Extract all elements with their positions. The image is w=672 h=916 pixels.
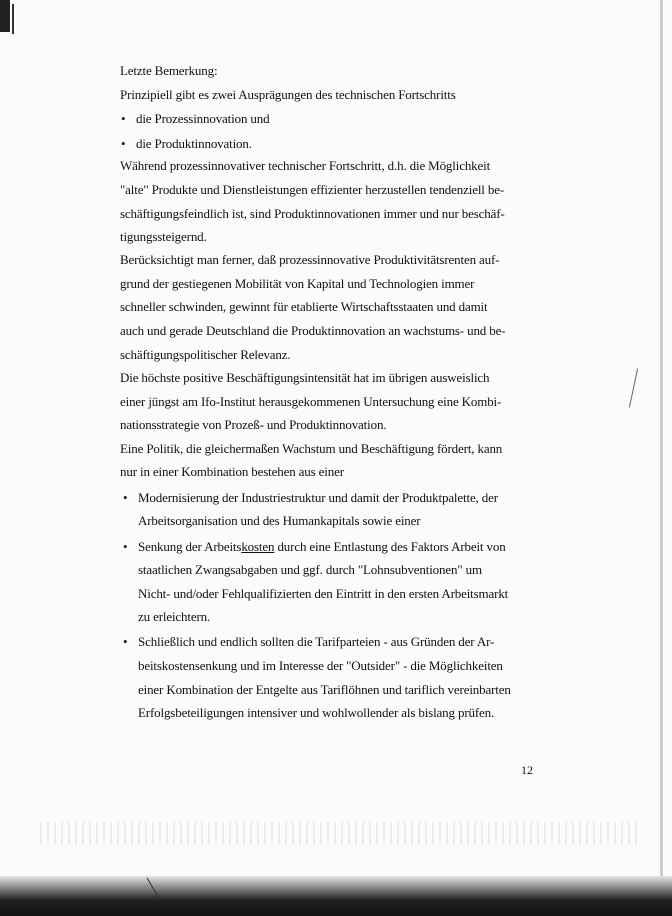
paragraph-line: schäftigungspolitischer Relevanz. [120, 347, 291, 362]
bullet-marker: • [121, 136, 126, 151]
bullet-marker: • [123, 539, 128, 554]
bullet-text: einer Kombination der Entgelte aus Tariflöhnen und tariflich vereinbarten [138, 682, 511, 697]
bullet-text-part: durch eine Entlastung des Faktors Arbeit von [274, 539, 506, 554]
paragraph-line: auch und gerade Deutschland die Produktinnovation an wachstums- und be- [120, 323, 506, 338]
scan-artifact [660, 0, 663, 880]
bullet-text: Modernisierung der Industriestruktur und damit der Produktpalette, der [138, 490, 498, 505]
scan-artifact [12, 4, 20, 34]
bullet-text-part: Senkung der Arbeits [138, 539, 242, 554]
page-number: 12 [521, 763, 533, 777]
bullet-text [138, 539, 506, 555]
bullet-text: Schließlich und endlich sollten die Tarifparteien - aus Gründen der Ar- [138, 634, 495, 649]
paragraph-line: grund der gestiegenen Mobilität von Kapital und Technologien immer [120, 276, 475, 291]
paragraph-line: nur in einer Kombination bestehen aus einer [120, 464, 344, 479]
paragraph-line: nationsstrategie von Prozeß- und Produktinnovation. [120, 417, 387, 432]
bullet-text: die Produktinnovation. [136, 136, 252, 151]
bullet-text: Nicht- und/oder Fehlqualifizierten den Eintritt in den ersten Arbeitsmarkt [138, 586, 509, 601]
scan-artifact [0, 876, 672, 916]
bullet-marker: • [123, 490, 128, 505]
bullet-marker: • [121, 111, 126, 126]
section-heading: Letzte Bemerkung: [120, 63, 218, 78]
paragraph-line: einer jüngst am Ifo-Institut herausgekommenen Untersuchung eine Kombi- [120, 394, 502, 409]
underlined-word: kosten [241, 539, 275, 554]
bullet-text: beitskostensenkung und im Interesse der "Outsider" - die Möglichkeiten [138, 658, 503, 673]
paragraph-line: Eine Politik, die gleichermaßen Wachstum und Beschäftigung fördert, kann [120, 441, 503, 456]
paragraph-line: Während prozessinnovativer technischer Fortschritt, d.h. die Möglichkeit [120, 158, 491, 173]
paragraph-line: Die höchste positive Beschäftigungsintensität hat im übrigen ausweislich [120, 370, 490, 385]
scan-artifact [40, 822, 640, 844]
bullet-marker: • [123, 634, 128, 649]
bullet-text: die Prozessinnovation und [136, 111, 270, 126]
paragraph-line: tigungssteigernd. [120, 229, 207, 244]
paragraph-line: schäftigungsfeindlich ist, sind Produktinnovationen immer und nur beschäf- [120, 206, 505, 221]
scan-artifact [629, 368, 638, 407]
bullet-text: Erfolgsbeteiligungen intensiver und wohlwollender als bislang prüfen. [138, 705, 495, 720]
paragraph-line: Berücksichtigt man ferner, daß prozessinnovative Produktivitätsrenten auf- [120, 252, 500, 267]
scan-artifact [0, 0, 10, 32]
bullet-text: staatlichen Zwangsabgaben und ggf. durch "Lohnsubventionen" um [138, 562, 482, 577]
bullet-text: zu erleichtern. [138, 609, 211, 624]
bullet-text: Arbeitsorganisation und des Humankapitals sowie einer [138, 513, 421, 528]
paragraph-line: "alte" Produkte und Dienstleistungen effizienter herzustellen tendenziell be- [120, 182, 504, 197]
paragraph-line: Prinzipiell gibt es zwei Ausprägungen des technischen Fortschritts [120, 87, 456, 102]
paragraph-line: schneller schwinden, gewinnt für etablierte Wirtschaftsstaaten und damit [120, 299, 488, 314]
